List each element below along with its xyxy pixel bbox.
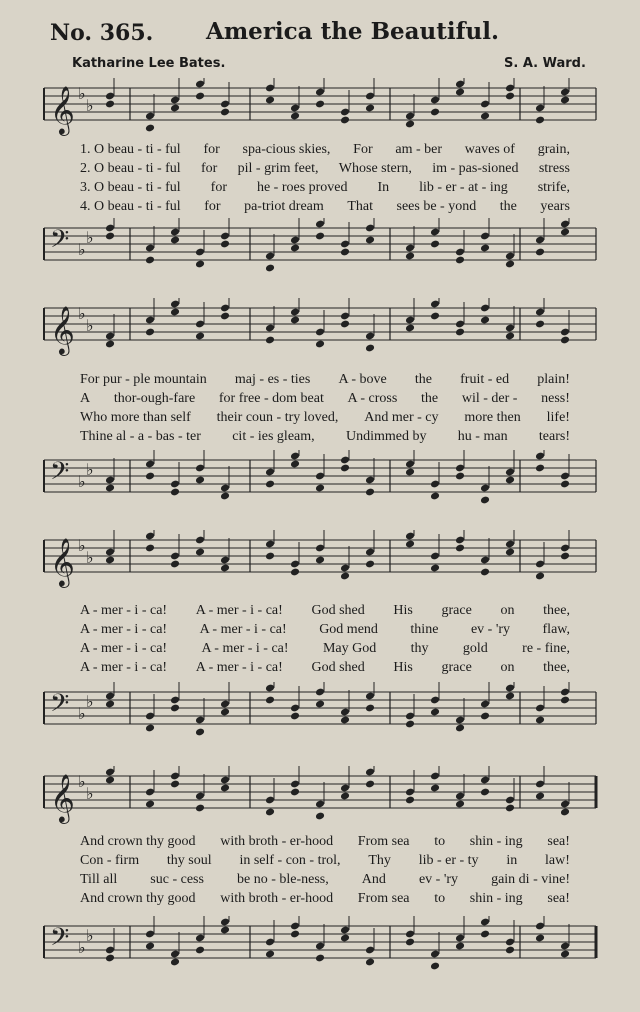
note-head (455, 88, 465, 97)
note-head (480, 496, 490, 505)
lyric-word: God mend (319, 622, 378, 637)
note-head (560, 808, 570, 817)
note-head (480, 930, 490, 939)
lyric-word: wil - der - (461, 391, 518, 406)
lyric-word: years (540, 199, 570, 214)
note-head (105, 100, 115, 109)
note-head (560, 336, 570, 345)
bass-clef-icon: 𝄢 (50, 689, 70, 724)
bass-staff-system-1 (40, 218, 600, 278)
lyric-word: 3. O beau - ti - ful (80, 180, 181, 195)
note-head (195, 804, 205, 813)
note-head (455, 544, 465, 553)
note-head (315, 700, 325, 709)
lyric-word: A - mer - i - ca! (195, 603, 283, 618)
lyric-word: thor-ough-fare (113, 391, 196, 406)
note-head (365, 704, 375, 713)
note-head (290, 112, 300, 121)
lyric-word: His (393, 603, 413, 618)
flat-icon: ♭ (78, 304, 86, 323)
lyric-word: for (204, 199, 221, 214)
lyric-word: hu - man (457, 429, 508, 444)
note-head (430, 240, 440, 249)
lyric-word: shin - ing (469, 891, 523, 906)
lyric-line (80, 891, 570, 907)
note-head (535, 116, 545, 125)
flat-icon: ♭ (86, 96, 94, 115)
note-head (405, 796, 415, 805)
note-head (195, 332, 205, 341)
note-head (290, 244, 300, 253)
note-head (290, 930, 300, 939)
lyric-word: gain di - vine! (491, 872, 570, 887)
lyric-word: And crown thy good (80, 891, 196, 906)
note-head (170, 236, 180, 245)
note-head (265, 480, 275, 489)
lyric-word: thee, (543, 603, 570, 618)
note-head (455, 942, 465, 951)
note-head (340, 572, 350, 581)
lyric-word: 1. O beau - ti - ful (80, 142, 181, 157)
lyricist: Katharine Lee Bates. (72, 56, 226, 71)
note-head (195, 476, 205, 485)
note-head (505, 260, 515, 269)
treble-clef-icon: 𝄞 (50, 305, 75, 354)
note-head (220, 312, 230, 321)
note-head (560, 480, 570, 489)
note-head (505, 804, 515, 813)
lyric-word: Con - firm (80, 853, 140, 868)
bass-clef-icon: 𝄢 (50, 457, 70, 492)
flat-icon: ♭ (86, 926, 94, 945)
note-head (405, 324, 415, 333)
lyric-line (80, 834, 570, 850)
note-head (290, 712, 300, 721)
lyric-word: re - fine, (522, 641, 570, 656)
note-head (340, 248, 350, 257)
hymn-title: America the Beautiful. (206, 18, 499, 45)
lyric-word: law! (545, 853, 570, 868)
note-head (455, 328, 465, 337)
note-head (170, 104, 180, 113)
note-head (340, 116, 350, 125)
note-head (170, 780, 180, 789)
lyric-word: fruit - ed (460, 372, 510, 387)
lyric-word: A - mer - i - ca! (80, 622, 168, 637)
lyric-word: lib - er - ty (418, 853, 479, 868)
note-head (480, 244, 490, 253)
note-head (220, 784, 230, 793)
note-head (535, 572, 545, 581)
note-head (290, 568, 300, 577)
lyric-word: From sea (357, 834, 410, 849)
lyric-word: he - roes proved (256, 180, 348, 195)
note-head (265, 950, 275, 959)
note-head (195, 92, 205, 101)
note-head (145, 328, 155, 337)
note-head (455, 724, 465, 733)
lyric-word: pa-triot dream (244, 199, 324, 214)
lyric-word: the (414, 372, 432, 387)
note-head (145, 472, 155, 481)
lyric-line (80, 853, 570, 869)
note-head (315, 340, 325, 349)
note-head (430, 708, 440, 717)
flat-icon: ♭ (78, 704, 86, 723)
note-head (560, 96, 570, 105)
lyric-word: God shed (311, 603, 365, 618)
lyric-word: im - pas-sioned (432, 161, 519, 176)
note-head (365, 344, 375, 353)
note-head (315, 954, 325, 963)
note-head (265, 96, 275, 105)
lyric-word: life! (546, 410, 570, 425)
lyric-word: be no - ble-ness, (236, 872, 329, 887)
note-head (505, 332, 515, 341)
lyric-word: May God (322, 641, 377, 656)
lyric-word: Undimmed by (345, 429, 427, 444)
lyric-line (80, 660, 570, 676)
note-head (505, 946, 515, 955)
note-head (535, 716, 545, 725)
lyric-word: From sea (357, 891, 410, 906)
note-head (365, 780, 375, 789)
lyric-word: A - mer - i - ca! (201, 641, 289, 656)
note-head (290, 316, 300, 325)
note-head (290, 788, 300, 797)
lyric-line (80, 199, 570, 215)
lyric-word: in self - con - trol, (239, 853, 341, 868)
note-head (315, 484, 325, 493)
lyric-word: spa-cious skies, (242, 142, 331, 157)
lyric-word: A - bove (338, 372, 387, 387)
lyric-line (80, 622, 570, 638)
note-head (560, 696, 570, 705)
flat-icon: ♭ (86, 692, 94, 711)
treble-clef-icon: 𝄞 (50, 773, 75, 822)
note-head (535, 320, 545, 329)
bass-staff-system-2 (40, 450, 600, 512)
lyric-word: for (203, 142, 220, 157)
lyric-word: suc - cess (150, 872, 204, 887)
lyric-word: grain, (537, 142, 570, 157)
note-head (170, 488, 180, 497)
lyric-word: on (500, 603, 515, 618)
bass-clef-icon: 𝄢 (50, 225, 70, 260)
lyric-word: In (377, 180, 390, 195)
note-head (340, 934, 350, 943)
note-head (265, 552, 275, 561)
lyric-word: more then (464, 410, 521, 425)
lyric-word: thy soul (166, 853, 212, 868)
note-head (195, 260, 205, 269)
flat-icon: ♭ (86, 784, 94, 803)
lyric-line (80, 372, 570, 388)
lyric-word: That (347, 199, 373, 214)
lyric-word: cit - ies gleam, (232, 429, 315, 444)
note-head (430, 962, 440, 971)
note-head (265, 696, 275, 705)
lyric-word: A - cross (347, 391, 398, 406)
note-head (480, 788, 490, 797)
lyric-line (80, 872, 570, 888)
note-head (405, 120, 415, 129)
note-head (430, 564, 440, 573)
lyric-word: pil - grim feet, (237, 161, 319, 176)
note-head (340, 320, 350, 329)
bass-staff-system-3 (40, 682, 600, 744)
lyric-line (80, 410, 570, 426)
note-head (105, 776, 115, 785)
lyric-word: on (500, 660, 515, 675)
lyric-word: thee, (543, 660, 570, 675)
lyric-word: plain! (537, 372, 570, 387)
note-head (405, 540, 415, 549)
lyric-word: And mer - cy (364, 410, 439, 425)
lyric-word: the (499, 199, 517, 214)
lyric-word: strife, (537, 180, 570, 195)
lyric-word: 4. O beau - ti - ful (80, 199, 181, 214)
flat-icon: ♭ (78, 240, 86, 259)
note-head (365, 958, 375, 967)
lyric-word: A - mer - i - ca! (80, 603, 168, 618)
lyric-word: in (506, 853, 518, 868)
flat-icon: ♭ (86, 228, 94, 247)
lyric-word: sea! (547, 834, 570, 849)
note-head (430, 108, 440, 117)
note-head (315, 100, 325, 109)
treble-staff-system-3 (40, 530, 600, 592)
treble-staff-system-1 (40, 78, 600, 138)
lyric-word: maj - es - ties (234, 372, 311, 387)
note-head (105, 556, 115, 565)
note-head (220, 108, 230, 117)
note-head (105, 700, 115, 709)
note-head (535, 934, 545, 943)
lyric-word: For pur - ple mountain (80, 372, 207, 387)
lyric-word: Thy (368, 853, 391, 868)
note-head (170, 308, 180, 317)
note-head (315, 232, 325, 241)
note-head (505, 692, 515, 701)
note-head (195, 946, 205, 955)
lyric-word: Whose stern, (338, 161, 412, 176)
note-head (145, 124, 155, 133)
lyric-line (80, 429, 570, 445)
note-head (145, 544, 155, 553)
lyric-line (80, 180, 570, 196)
note-head (105, 232, 115, 241)
note-head (560, 552, 570, 561)
note-head (480, 712, 490, 721)
lyric-word: grace (441, 603, 472, 618)
lyric-word: God shed (311, 660, 365, 675)
note-head (145, 942, 155, 951)
note-head (480, 568, 490, 577)
treble-clef-icon: 𝄞 (50, 537, 75, 586)
note-head (505, 476, 515, 485)
note-head (220, 492, 230, 501)
note-head (505, 548, 515, 557)
note-head (315, 556, 325, 565)
note-head (170, 704, 180, 713)
lyric-word: their coun - try loved, (216, 410, 339, 425)
lyric-word: And (361, 872, 386, 887)
lyric-word: with broth - er-hood (220, 834, 334, 849)
note-head (170, 958, 180, 967)
lyric-word: 2. O beau - ti - ful (80, 161, 181, 176)
lyric-word: gold (462, 641, 488, 656)
lyric-word: And crown thy good (80, 834, 196, 849)
lyric-word: ev - 'ry (418, 872, 459, 887)
lyric-word: A - mer - i - ca! (199, 622, 287, 637)
lyric-line (80, 391, 570, 407)
note-head (535, 248, 545, 257)
note-head (455, 800, 465, 809)
lyric-line (80, 161, 570, 177)
lyric-word: Thine al - a - bas - ter (80, 429, 201, 444)
bass-clef-icon: 𝄢 (50, 923, 70, 958)
note-head (365, 488, 375, 497)
lyric-word: the (421, 391, 439, 406)
note-head (365, 104, 375, 113)
note-head (505, 92, 515, 101)
composer: S. A. Ward. (504, 56, 586, 71)
lyric-word: A - mer - i - ca! (195, 660, 283, 675)
note-head (170, 560, 180, 569)
lyric-word: lib - er - at - ing (419, 180, 508, 195)
note-head (265, 808, 275, 817)
note-head (265, 336, 275, 345)
note-head (220, 708, 230, 717)
lyric-word: stress (538, 161, 570, 176)
bass-staff-system-4 (40, 916, 600, 978)
lyric-word: sea! (547, 891, 570, 906)
note-head (290, 460, 300, 469)
treble-staff-system-4 (40, 766, 600, 828)
lyric-word: grace (441, 660, 472, 675)
flat-icon: ♭ (86, 548, 94, 567)
note-head (105, 340, 115, 349)
flat-icon: ♭ (78, 536, 86, 555)
note-head (265, 264, 275, 273)
note-head (220, 926, 230, 935)
note-head (480, 112, 490, 121)
note-head (145, 256, 155, 265)
lyric-line (80, 142, 570, 158)
note-head (480, 316, 490, 325)
lyric-word: for free - dom beat (218, 391, 324, 406)
note-head (535, 464, 545, 473)
note-head (455, 256, 465, 265)
lyric-word: thine (410, 622, 439, 637)
note-head (315, 812, 325, 821)
note-head (105, 484, 115, 493)
lyric-word: ness! (541, 391, 570, 406)
note-head (105, 954, 115, 963)
lyric-word: for (210, 180, 227, 195)
lyric-word: Till all (80, 872, 118, 887)
lyric-word: tears! (538, 429, 570, 444)
note-head (455, 472, 465, 481)
flat-icon: ♭ (78, 938, 86, 957)
lyric-word: sees be - yond (396, 199, 477, 214)
lyric-word: to (434, 891, 446, 906)
hymn-number: No. 365. (50, 20, 154, 46)
flat-icon: ♭ (86, 460, 94, 479)
note-head (405, 252, 415, 261)
note-head (340, 464, 350, 473)
note-head (340, 792, 350, 801)
note-head (430, 784, 440, 793)
lyric-word: shin - ing (469, 834, 523, 849)
note-head (220, 240, 230, 249)
flat-icon: ♭ (78, 472, 86, 491)
lyric-word: waves of (464, 142, 515, 157)
lyric-word: Who more than self (80, 410, 191, 425)
lyric-word: for (201, 161, 218, 176)
lyric-word: A (80, 391, 91, 406)
note-head (145, 800, 155, 809)
lyric-word: A - mer - i - ca! (80, 641, 168, 656)
lyric-word: For (353, 142, 373, 157)
note-head (365, 236, 375, 245)
note-head (560, 950, 570, 959)
flat-icon: ♭ (78, 772, 86, 791)
lyric-line (80, 641, 570, 657)
note-head (430, 312, 440, 321)
note-head (405, 938, 415, 947)
note-head (195, 548, 205, 557)
lyric-word: flaw, (542, 622, 570, 637)
treble-clef-icon: 𝄞 (50, 85, 75, 134)
note-head (405, 720, 415, 729)
lyric-word: thy (410, 641, 429, 656)
note-head (405, 468, 415, 477)
lyric-line (80, 603, 570, 619)
note-head (195, 728, 205, 737)
note-head (365, 560, 375, 569)
flat-icon: ♭ (86, 316, 94, 335)
note-head (340, 716, 350, 725)
lyric-word: ev - 'ry (470, 622, 510, 637)
note-head (145, 724, 155, 733)
note-head (535, 792, 545, 801)
flat-icon: ♭ (78, 84, 86, 103)
lyric-word: with broth - er-hood (220, 891, 334, 906)
lyric-word: His (393, 660, 413, 675)
note-head (220, 564, 230, 573)
lyric-word: am - ber (395, 142, 443, 157)
note-head (560, 228, 570, 237)
lyric-word: to (434, 834, 446, 849)
lyric-word: A - mer - i - ca! (80, 660, 168, 675)
treble-staff-system-2 (40, 298, 600, 360)
note-head (430, 492, 440, 501)
